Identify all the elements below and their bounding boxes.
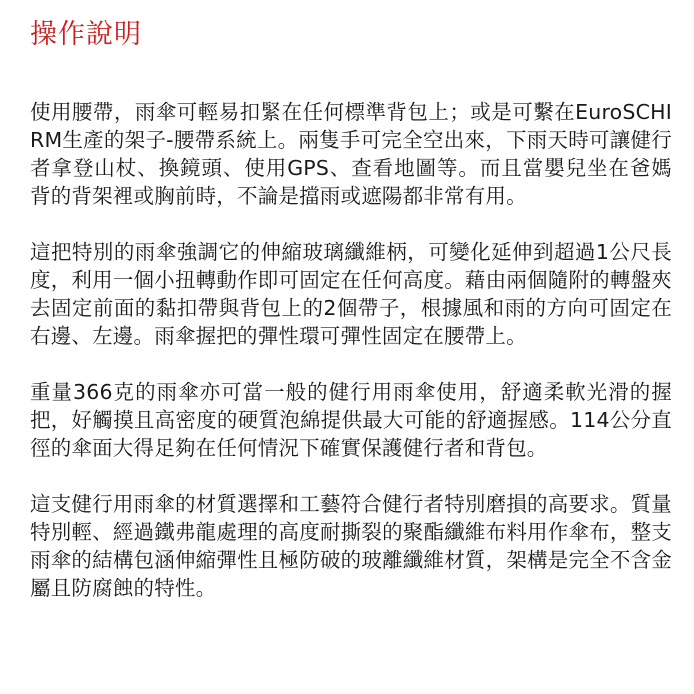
paragraph-weight-canopy: 重量366克的雨傘亦可當一般的健行用雨傘使用，舒適柔軟光滑的握把，好觸摸且高密度的硬質泡綿提供最大可能的舒適握感。114公分直徑的傘面大得足夠在任何情況下確實保護健行者和背包。 (30, 380, 672, 460)
page-title: 操作說明 (30, 19, 142, 50)
paragraph-telescopic-shaft: 這把特別的雨傘強調它的伸縮玻璃纖維柄，可變化延伸到超過1公尺長度，利用一個小扭轉動作即可固定在任何高度。藉由兩個隨附的轉盤夾去固定前面的黏扣帶與背包上的2個帶子，根據風和雨的方向可固定在右邊、左邊。雨傘握把的彈性環可彈性固定在腰帶上。 (30, 240, 672, 348)
paragraph-materials: 這支健行用雨傘的材質選擇和工藝符合健行者特別磨損的高要求。質量特別輕、經過鐵弗龍處理的高度耐撕裂的聚酯纖維布料用作傘布，整支雨傘的結構包涵伸縮彈性且極防破的玻離纖維材質，架構是完全不含金屬且防腐蝕的特性。 (30, 492, 672, 600)
paragraph-waist-belt: 使用腰帶，雨傘可輕易扣緊在任何標準背包上；或是可繫在EuroSCHIRM生產的架子-腰帶系統上。兩隻手可完全空出來，下雨天時可讓健行者拿登山杖、換鏡頭、使用GPS、查看地圖等。而且當嬰兒坐在爸媽背的背架裡或胸前時，不論是擋雨或遮陽都非常有用。 (30, 100, 672, 208)
